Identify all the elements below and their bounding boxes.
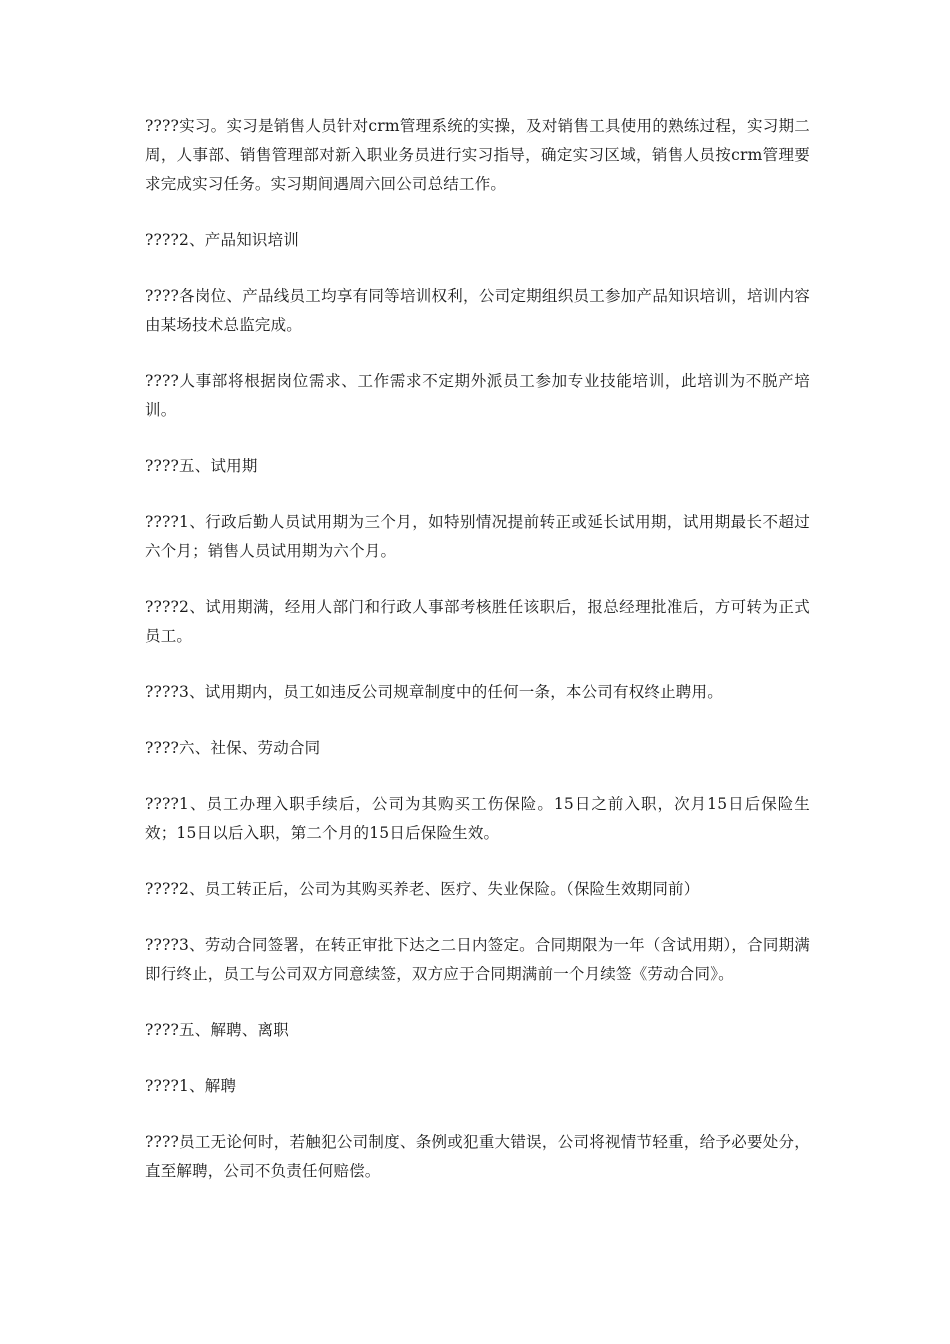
paragraph-dismissal: ????员工无论何时，若触犯公司制度、条例或犯重大错误，公司将视情节轻重，给予必要处分，直至解聘，公司不负责任何赔偿。 (145, 1133, 810, 1180)
paragraph-insurance-1: ????1、员工办理入职手续后，公司为其购买工伤保险。15日之前入职，次月15日后保险生效；15日以后入职，第二个月的15日后保险生效。 (145, 795, 810, 842)
paragraph-external-training: ????人事部将根据岗位需求、工作需求不定期外派员工参加专业技能培训，此培训为不脱产培训。 (145, 372, 810, 419)
heading-dismissal: ????五、解聘、离职 (145, 1021, 289, 1039)
paragraph-probation-3: ????3、试用期内，员工如违反公司规章制度中的任何一条，本公司有权终止聘用。 (145, 683, 723, 701)
paragraph-probation-2: ????2、试用期满，经用人部门和行政人事部考核胜任该职后，报总经理批准后，方可转为正式员工。 (145, 598, 810, 645)
heading-dismissal-1: ????1、解聘 (145, 1077, 237, 1095)
paragraph-probation-1: ????1、行政后勤人员试用期为三个月，如特别情况提前转正或延长试用期，试用期最长不超过六个月；销售人员试用期为六个月。 (145, 513, 810, 560)
paragraph-training-rights: ????各岗位、产品线员工均享有同等培训权利，公司定期组织员工参加产品知识培训，培训内容由某场技术总监完成。 (145, 287, 810, 334)
paragraph-insurance-2: ????2、员工转正后，公司为其购买养老、医疗、失业保险。（保险生效期同前） (145, 880, 700, 898)
document-body (145, 112, 810, 1213)
heading-probation: ????五、试用期 (145, 457, 258, 475)
heading-product-training: ????2、产品知识培训 (145, 231, 300, 249)
heading-social-insurance: ????六、社保、劳动合同 (145, 739, 321, 757)
paragraph-internship: ????实习。实习是销售人员针对crm管理系统的实操，及对销售工具使用的熟练过程，实习期二周，人事部、销售管理部对新入职业务员进行实习指导，确定实习区域，销售人员按crm管理要求完成实习任务。实习期间遇周六回公司总结工作。 (145, 117, 810, 193)
paragraph-contract: ????3、劳动合同签署，在转正审批下达之二日内签定。合同期限为一年（含试用期），合同期满即行终止，员工与公司双方同意续签，双方应于合同期满前一个月续签《劳动合同》。 (145, 936, 810, 983)
